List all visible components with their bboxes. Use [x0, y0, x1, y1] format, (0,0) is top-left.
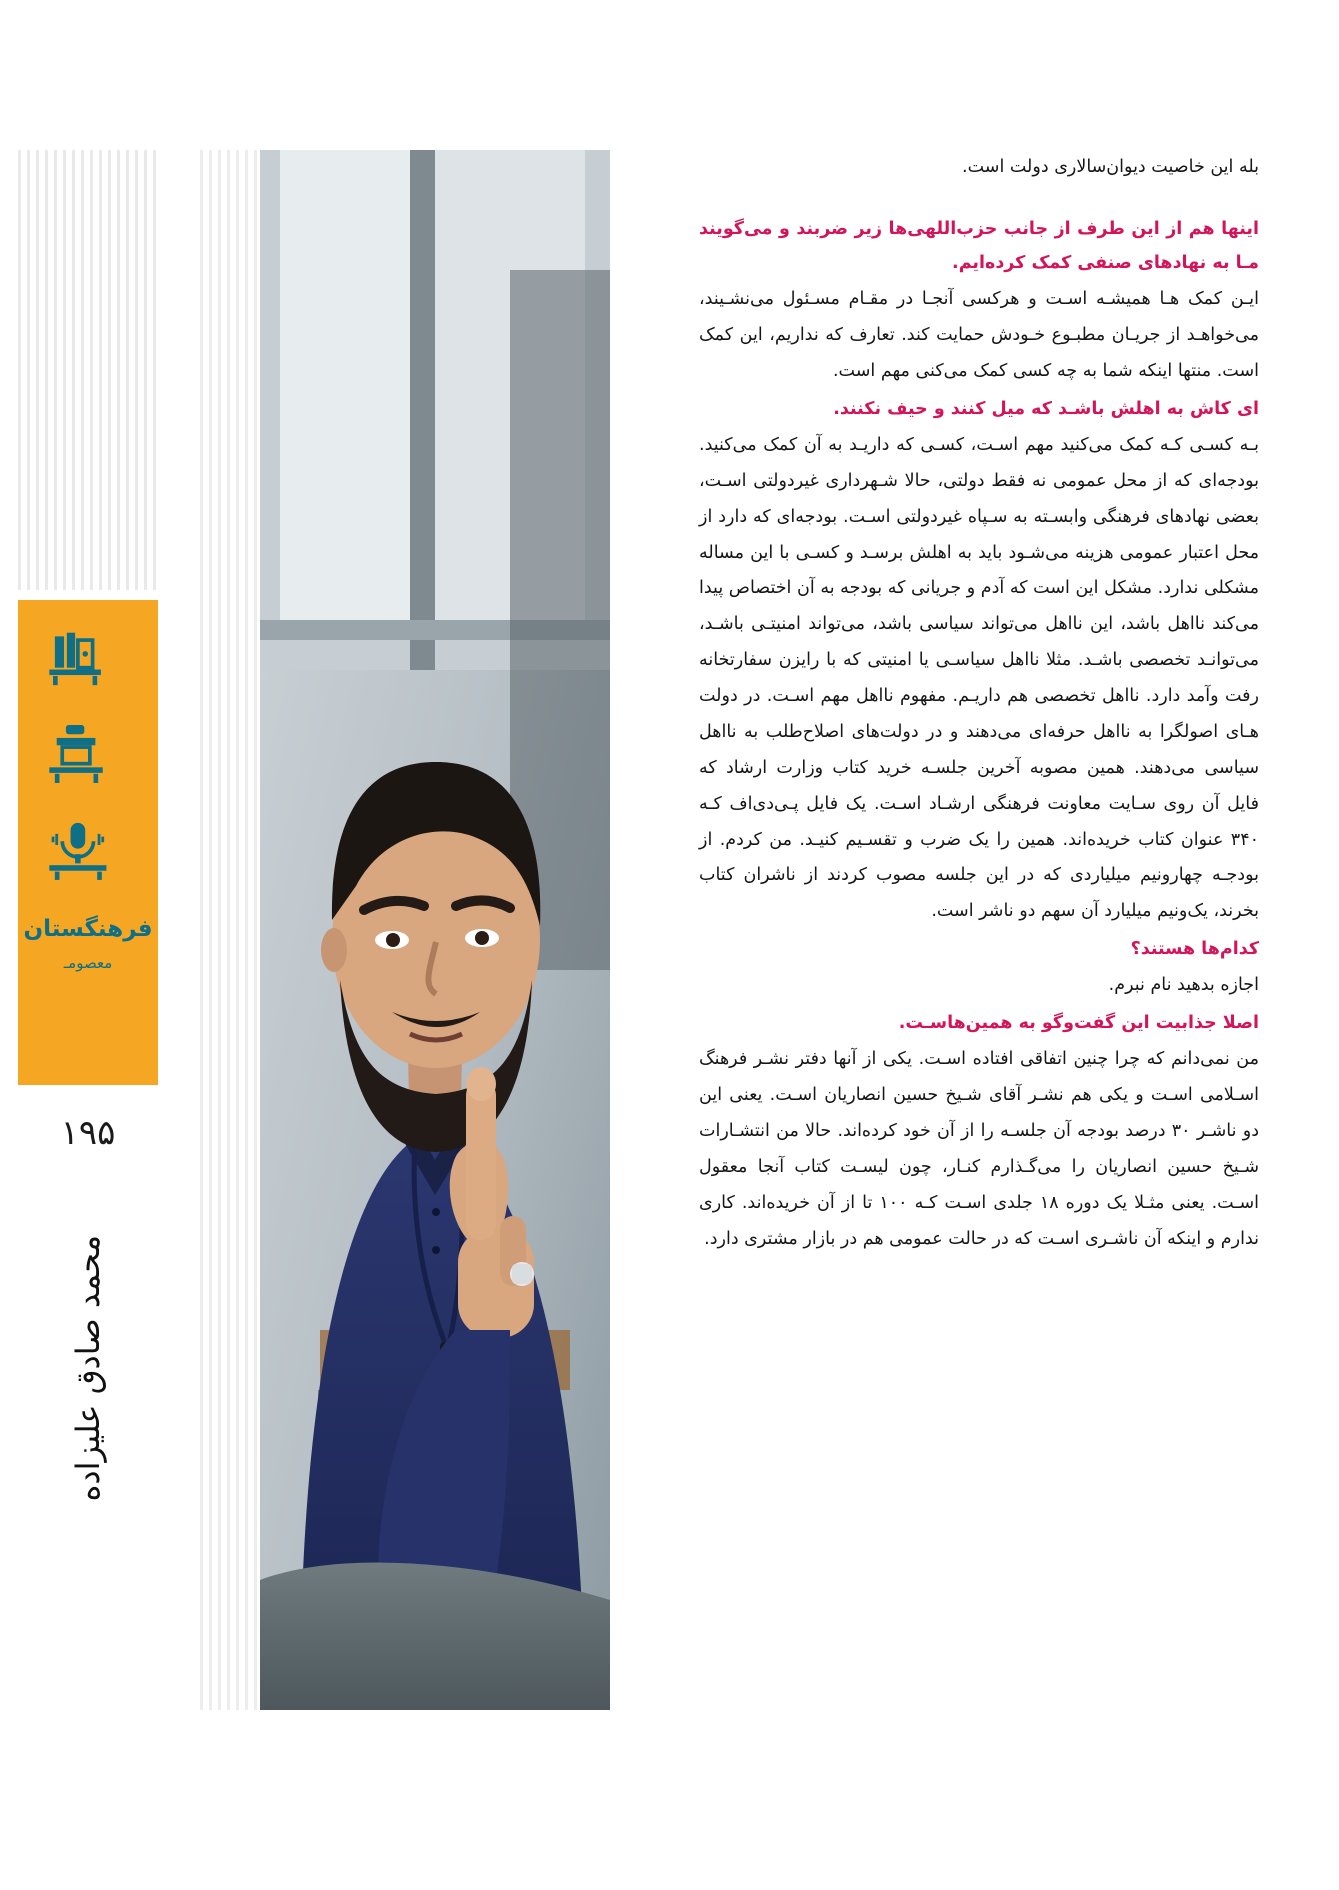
- brand-block: [18, 600, 158, 1085]
- decorative-hatch-top: [18, 150, 158, 590]
- page-sidebar: [0, 0, 200, 1890]
- portrait-illustration: [260, 150, 610, 1710]
- printing-press-icon: [42, 714, 134, 806]
- answer-1: ایـن کمک هـا همیشـه اسـت و هرکسی آنجـا در مقـام مسـئول می‌نشـیند، می‌خواهـد از جریـان مطبـوع خـودش حمایت کند. تعارف که نداریم، این کمک است. منتها اینکه شما به چه کسی کمک می‌کنی مهم است.: [699, 289, 1259, 381]
- answer-2: بـه کسـی کـه کمک می‌کنید مهم اسـت، کسـی که داریـد به آن کمک می‌کنید. بودجه‌ای که از محل عمومی نه فقط دولتی، حالا شـهرداری غیردولتی اسـت، بعضی نهادهای فرهنگی وابسـته به سـپاه غیردولتی اسـت. بودجه‌ای که دارد از محل اعتبار عمومی هزینه می‌شـود باید به اهلش برسـد و کسـی با این مساله مشکلی ندارد. مشکل این است که آدم و جریانی که بودجه به آن اختصاص پیدا می‌کند نااهل باشد، این نااهل می‌تواند سیاسی باشد، می‌تواند امنیتـی باشـد، می‌توانـد تخصصی باشـد. مثلا نااهل سیاسـی یا امنیتی که با رایزن سفارتخانه رفت وآمد دارد. نااهل تخصصی هم داریـم. مفهوم نااهل مهم اسـت. در دولت هـای اصولگرا به نااهل حرفه‌ای می‌دهند و در دولت‌های اصلاح‌طلب به نااهل سیاسی می‌دهند. همین مصوبه آخرین جلسـه خرید کتاب وزارت ارشاد که فایل آن روی سـایت معاونت فرهنگی ارشـاد اسـت. یک فایل پـی‌دی‌اف کـه ۳۴۰ عنوان کتاب خریده‌اند. همین را یک ضرب و تقسـیم کنیـد. من کردم. از بودجـه چهارونیم میلیاردی که در این جلسه مصوب کردند از ناشران کتاب بخرند، یک‌ونیم میلیارد آن سهم دو ناشر است.: [699, 434, 1259, 922]
- author-name: محمد صادق علیزاده: [69, 1235, 107, 1502]
- intro-paragraph: بله این خاصیت دیوان‌سالاری دولت است.: [962, 157, 1259, 177]
- interview-photo: [260, 150, 610, 1710]
- library-shelf-icon: [42, 618, 134, 710]
- page-number: ۱۹۵: [18, 1085, 158, 1180]
- answer-4: من نمی‌دانم که چرا چنین اتفاقی افتاده اسـت. یکی از آنها دفتر نشـر فرهنگ اسـلامی اسـت و یکی هم نشـر آقای شـیخ حسین انصاریان اسـت. یعنی این دو ناشـر ۳۰ درصد بودجه آن جلسـه را از آن خود کرده‌اند. حالا من انتشـارات شـیخ حسین انصاریان را می‌گـذارم کنـار، چون لیسـت کتاب آنجا معقول اسـت. یعنی مثـلا یک دوره ۱۸ جلدی اسـت کـه ۱۰۰ تا از آن خریده‌اند. کاری ندارم و اینکه آن ناشـری اسـت که در حالت عمومی هم در بازار مشتری دارد.: [699, 1049, 1259, 1249]
- brand-subtitle: معصومـ: [63, 954, 113, 972]
- microphone-icon: [42, 810, 134, 902]
- author-strip: [18, 1225, 158, 1845]
- photo-hatch-decoration: [200, 150, 260, 1710]
- answer-3: اجازه بدهید نام نبرم.: [1108, 975, 1259, 996]
- article-body: [699, 150, 1259, 1260]
- brand-title: فرهنگستان: [23, 916, 153, 942]
- question-3: کدام‌ها هستند؟: [1130, 939, 1259, 960]
- question-1: اینها هم از این طرف از جانب حزب‌اللهی‌ها زیر ضربند و می‌گویند مـا به نهادهای صنفی کمک کرده‌ایم.: [699, 218, 1259, 273]
- question-4: اصلا جذابیت این گفت‌وگو به همین‌هاسـت.: [898, 1013, 1259, 1034]
- question-2: ای کاش به اهلش باشـد که میل کنند و حیف نکنند.: [833, 398, 1259, 419]
- photo-column: [200, 150, 620, 1710]
